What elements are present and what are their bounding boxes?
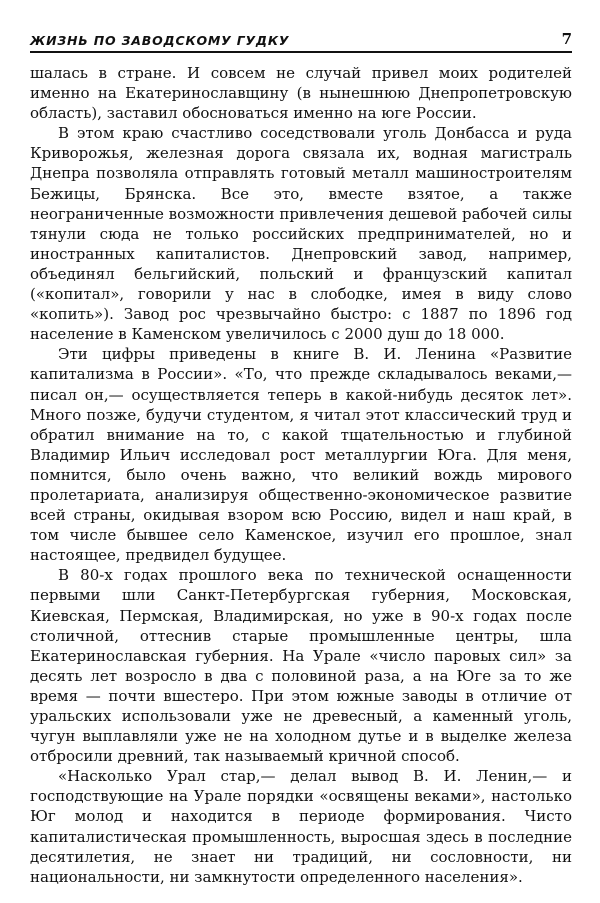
paragraph: Эти цифры приведены в книге В. И. Ленина «Развитие капитализма в России». «То, что прежде складывалось веками,— писал он,— осуществляется теперь в какой-нибудь десяток лет». Много позже, будучи студентом, я читал этот классический труд и обратил внимание на то, с какой тщательностью и глубиной Владимир Ильич исследовал рост металлургии Юга. Для меня, помнится, было очень важно, что великий вождь мирового пролетариата, анализируя общественно-экономическое развитие всей страны, окидывая взором всю Россию, видел и наш край, в том числе бывшее село Каменское, изучил его прошлое, знал настоящее, предвидел будущее. (30, 345, 572, 565)
page-number: 7 (561, 30, 572, 48)
paragraph: шалась в стране. И совсем не случай привел моих родителей именно на Екатеринославщину (в нынешнюю Днепропетровскую область), заставил обосноваться именно на юге России. (30, 64, 572, 123)
paragraph: В 80-х годах прошлого века по технической оснащенности первыми шли Санкт-Петербургская губерния, Московская, Киевская, Пермская, Владимирская, но уже в 90-х годах после столичной, оттеснив старые промышленные центры, шла Екатеринославская губерния. На Урале «число паровых сил» за десять лет возросло в два с половиной раза, а на Юге за то же время — почти вшестеро. При этом южные заводы в отличие от уральских использовали уже не древесный, а каменный уголь, чугун выплавляли уже не на холодном дутье и в выделке железа отбросили древний, так называемый кричной способ. (30, 566, 572, 766)
paragraph: «Насколько Урал стар,— делал вывод В. И. Ленин,— и господствующие на Урале порядки «освящены веками», настолько Юг молод и находится в периоде формирования. Чисто капиталистическая промышленность, выросшая здесь в последние десятилетия, не знает ни традиций, ни сословности, ни национальности, ни замкнутости определенного населения». (30, 767, 572, 886)
body-text (30, 63, 572, 887)
running-header (30, 30, 572, 53)
running-header-title: ЖИЗНЬ ПО ЗАВОДСКОМУ ГУДКУ (30, 33, 290, 48)
paragraph: В этом краю счастливо соседствовали уголь Донбасса и руда Криворожья, железная дорога связала их, водная магистраль Днепра позволяла отправлять готовый металл машиностроителям Бежицы, Брянска. Все это, вместе взятое, а также неограниченные возможности привлечения дешевой рабочей силы тянули сюда не только российских предпринимателей, но и иностранных капиталистов. Днепровский завод, например, объединял бельгийский, польский и французский капитал («копитал», говорили у нас в слободке, имея в виду слово «копить»). Завод рос чрезвычайно быстро: с 1887 по 1896 год население в Каменском увеличилось с 2000 душ до 18 000. (30, 124, 572, 344)
